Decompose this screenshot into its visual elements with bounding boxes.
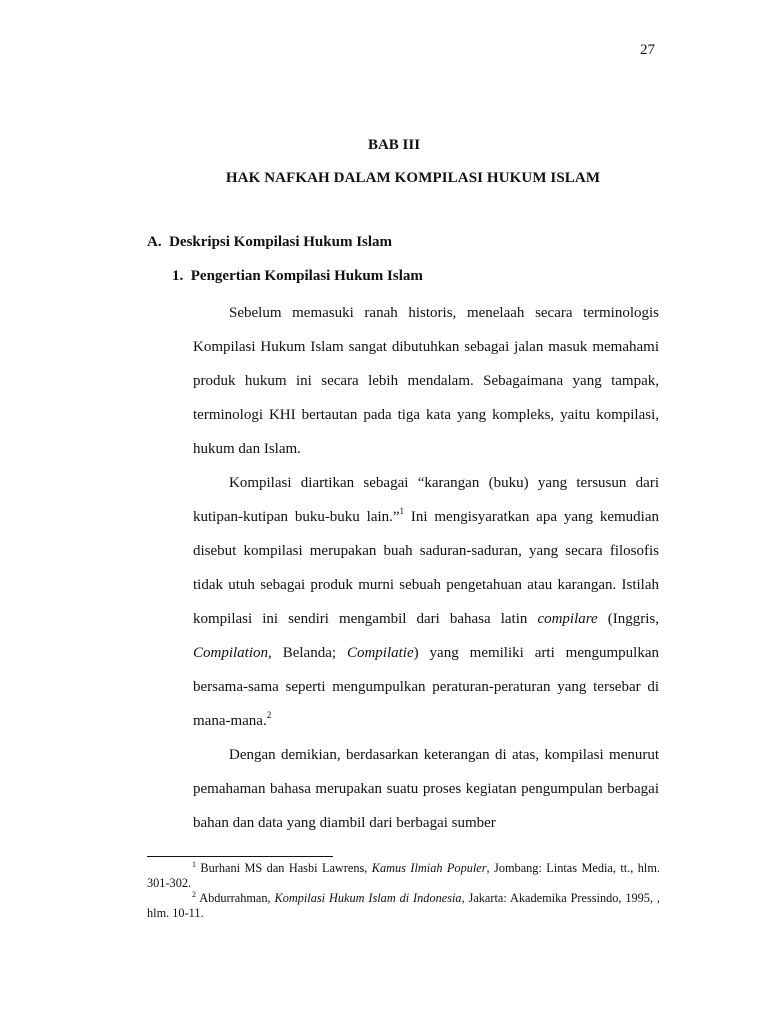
- footnote-text: Burhani MS dan Hasbi Lawrens,: [196, 861, 372, 875]
- footnote-number: 2: [192, 890, 196, 899]
- footnote-ref-2: 2: [266, 710, 272, 720]
- section-heading: A. Deskripsi Kompilasi Hukum Islam: [147, 234, 393, 250]
- footnote-1: [147, 861, 660, 891]
- footnote-2: [147, 891, 660, 921]
- paragraph-3: Dengan demikian, berdasarkan keterangan di atas, kompilasi menurut pemahaman bahasa merupakan suatu proses kegiatan pengumpulan berbagai bahan dan data yang diambil dari berbagai sumber: [193, 747, 659, 831]
- footnote-text: Abdurrahman,: [196, 891, 275, 905]
- footnotes: [147, 861, 660, 921]
- italic-term: compilare: [537, 611, 598, 627]
- footnote-text: , Jakarta: Akademika Pressindo, 1995, , hlm. 10-11.: [147, 891, 661, 920]
- footnote-divider: [147, 856, 333, 857]
- chapter-label: BAB III: [367, 137, 421, 153]
- italic-term: Compilation: [193, 645, 269, 661]
- paragraph-1: Sebelum memasuki ranah historis, menelaah secara terminologis Kompilasi Hukum Islam sangat dibutuhkan sebagai jalan masuk memahami produk hukum ini secara lebih mendalam. Sebagaimana yang tampak, terminologi KHI bertautan pada tiga kata yang kompleks, yaitu kompilasi, hukum dan Islam.: [193, 305, 659, 457]
- footnote-number: 1: [192, 860, 196, 869]
- paragraph-2-text: Kompilasi diartikan sebagai “karangan (buku) yang tersusun dari kutipan-kutipan buku-buku lain.”: [193, 475, 659, 525]
- paragraph-2-text: (Inggris,: [597, 611, 659, 627]
- footnote-ref-1: 1: [399, 506, 405, 516]
- paragraph-2-text: ) yang memiliki arti mengumpulkan bersama-sama seperti mengumpulkan peraturan-peraturan yang tersebar di mana-mana.: [193, 645, 659, 729]
- italic-term: Compilatie: [346, 645, 414, 661]
- paragraph-2-text: Ini mengisyaratkan apa yang kemudian disebut kompilasi merupakan buah saduran-saduran, yang secara filosofis tidak utuh sebagai produk murni sebuah pengetahuan atau karangan. Istilah kompilasi ini sendiri mengambil dari bahasa latin: [193, 509, 659, 627]
- footnote-text: , Jombang: Lintas Media, tt., hlm. 301-302.: [147, 861, 660, 890]
- body-text: [193, 296, 659, 840]
- paragraph-2: [193, 466, 659, 738]
- footnote-title: Kompilasi Hukum Islam di Indonesia: [274, 891, 462, 905]
- paragraph-2-text: , Belanda;: [268, 645, 347, 661]
- chapter-title: HAK NAFKAH DALAM KOMPILASI HUKUM ISLAM: [225, 170, 601, 186]
- subsection-heading: 1. Pengertian Kompilasi Hukum Islam: [172, 268, 423, 284]
- page-number: 27: [640, 42, 655, 58]
- footnote-title: Kamus Ilmiah Populer: [371, 861, 487, 875]
